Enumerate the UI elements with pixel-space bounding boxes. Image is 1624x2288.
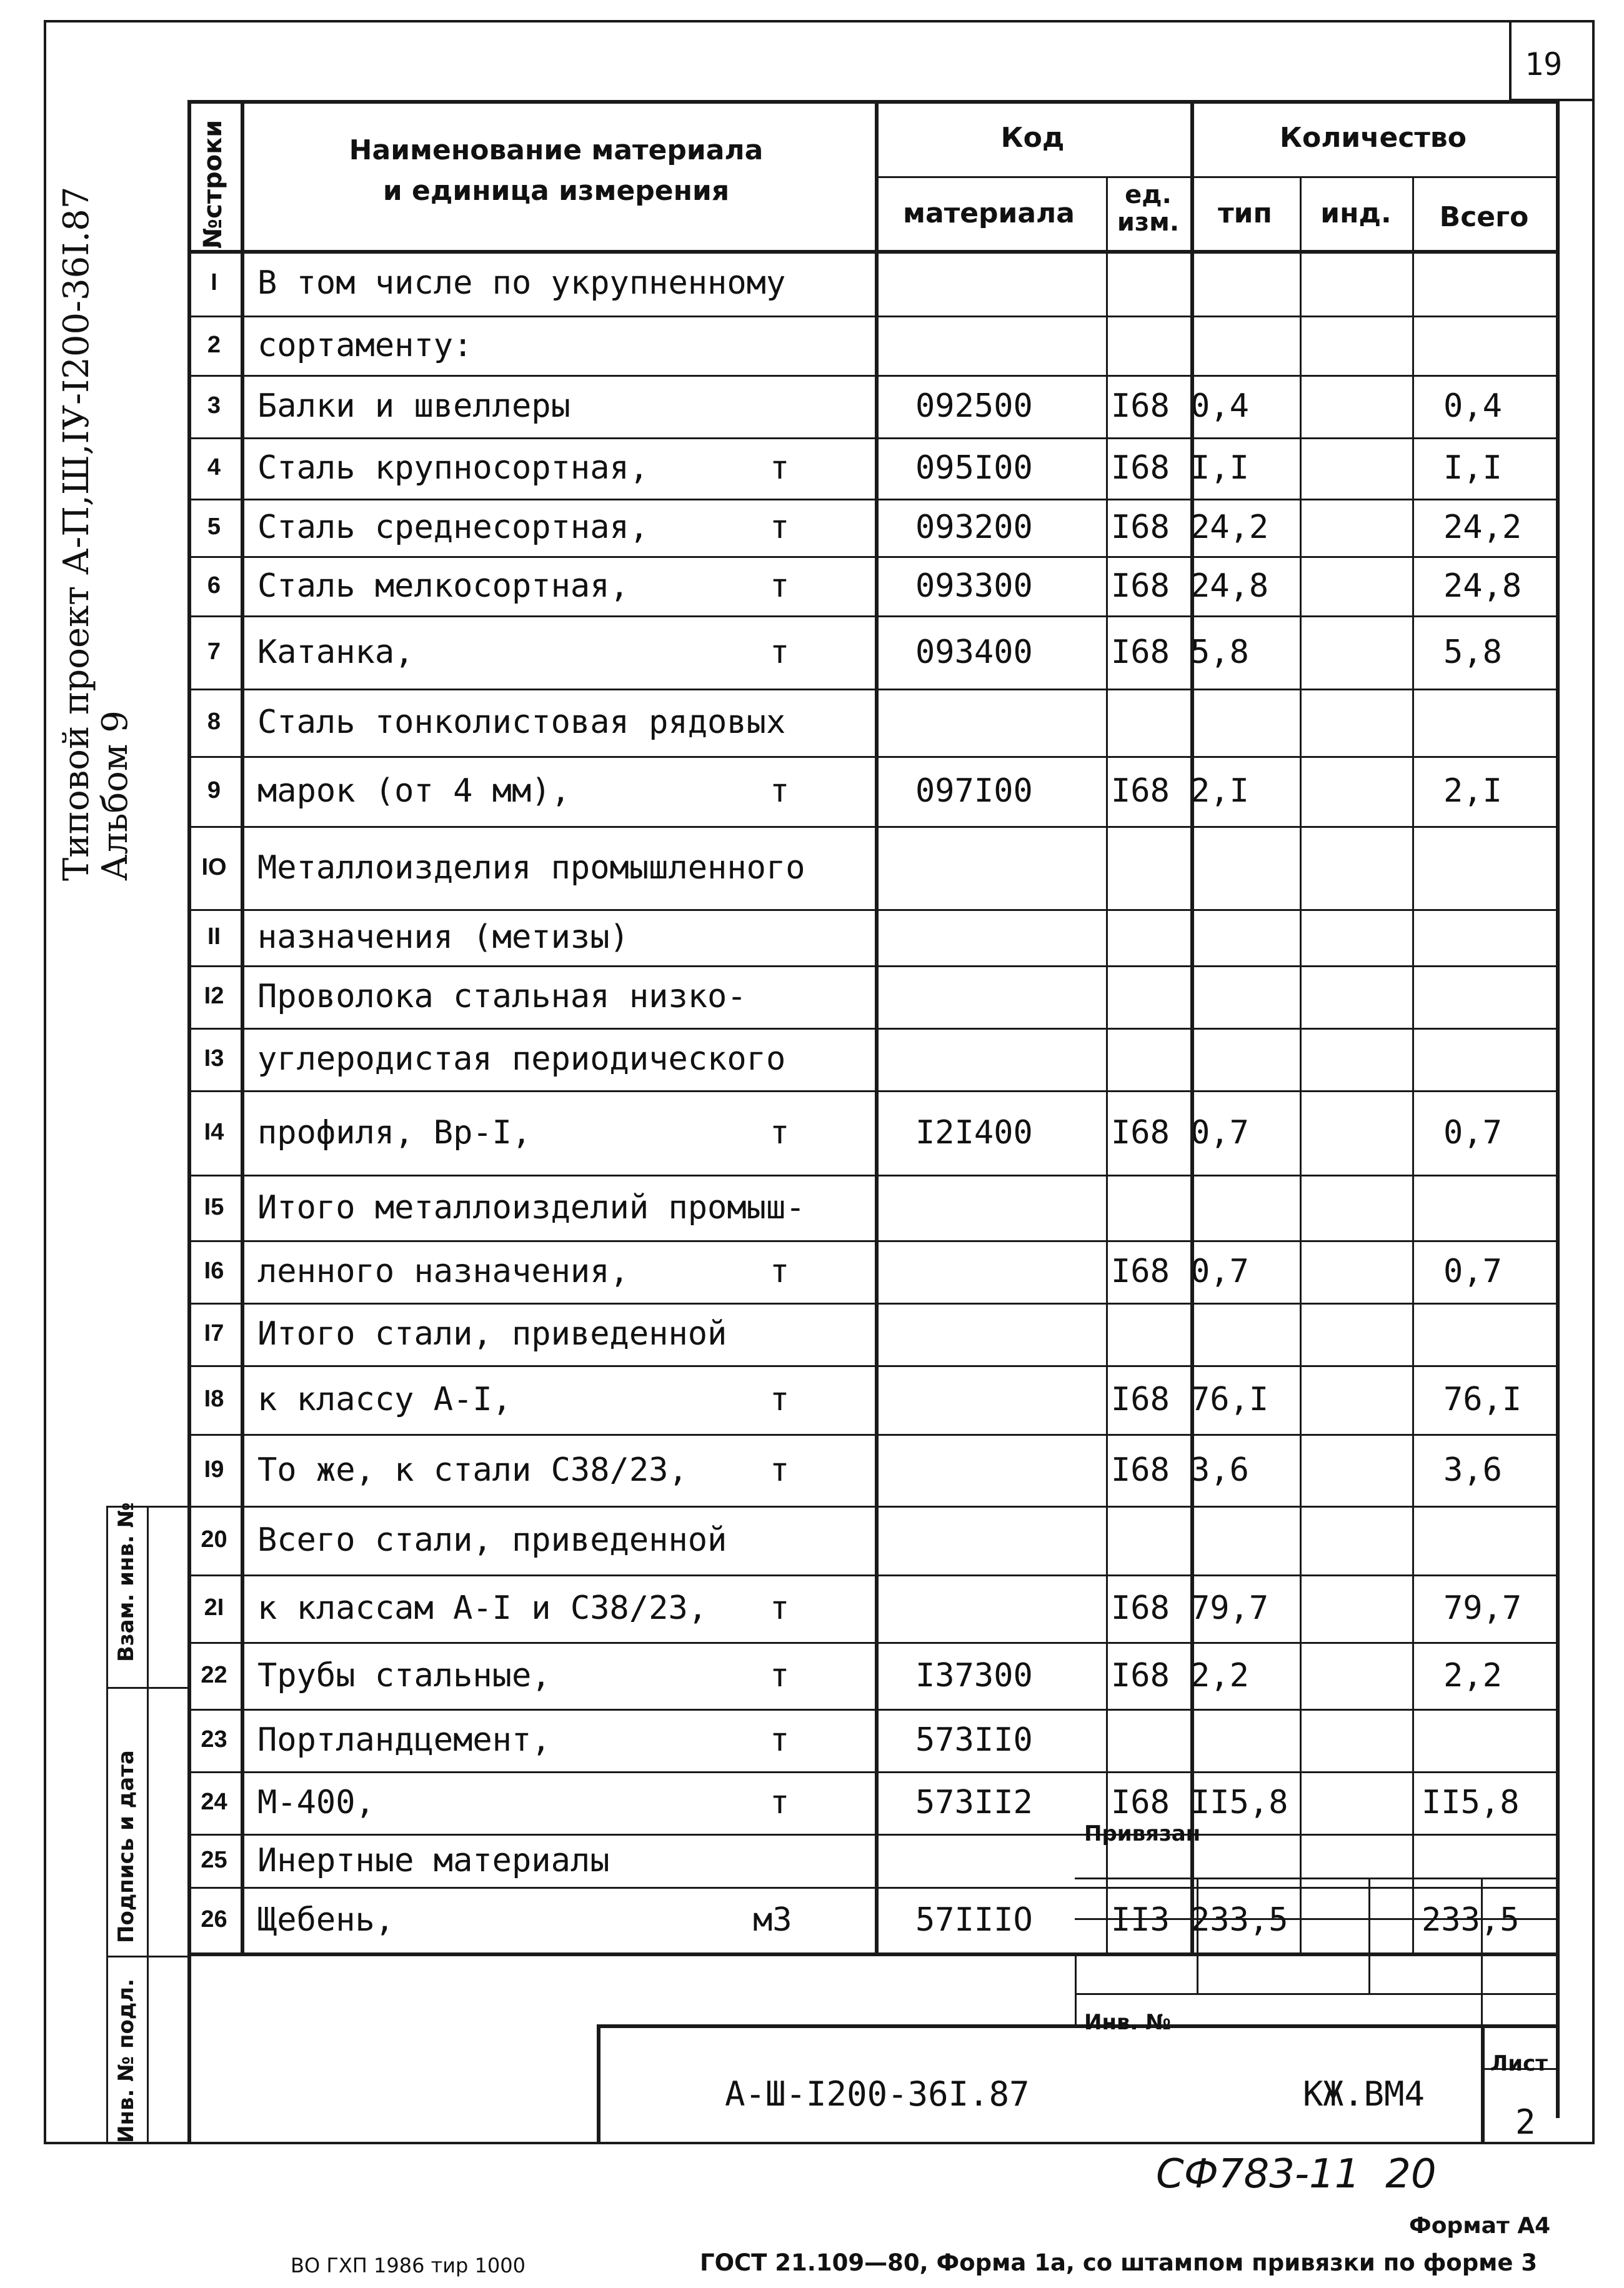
quantity-type: 0,7 — [1190, 1114, 1249, 1151]
material-name: Сталь крупносортная, — [257, 449, 649, 487]
quantity-type: 0,4 — [1190, 387, 1249, 425]
header-mid-rule — [875, 176, 1556, 178]
rowno-col-rule — [241, 100, 244, 1952]
quantity-type: II5,8 — [1190, 1784, 1288, 1821]
row-number: 25 — [201, 1847, 227, 1873]
material-code: 573II2 — [915, 1784, 1033, 1821]
row-rule — [187, 689, 1556, 690]
material-name: углеродистая периодического — [257, 1040, 786, 1078]
row-rule — [187, 756, 1556, 758]
material-code: 093200 — [915, 509, 1033, 546]
format-label: Формат А4 — [1409, 2213, 1551, 2239]
unit-code: I68 — [1111, 1589, 1170, 1627]
header-code-material: материала — [903, 197, 1075, 229]
unit-of-measure: т — [770, 1589, 790, 1627]
document-code: А-Ш-I200-36I.87 — [725, 2074, 1030, 2114]
material-name: Проволока стальная низко- — [257, 978, 747, 1015]
material-code: 57IIIO — [915, 1901, 1033, 1939]
quantity-total: 2,2 — [1443, 1657, 1502, 1694]
quantity-type: 5,8 — [1190, 634, 1249, 671]
unit-of-measure: т — [770, 634, 790, 671]
row-rule — [187, 437, 1556, 439]
row-rule — [187, 1771, 1556, 1773]
title-block-top — [597, 2024, 1556, 2028]
row-rule — [187, 1574, 1556, 1576]
material-code: I37300 — [915, 1657, 1033, 1694]
material-name: В том числе по укрупненному — [257, 264, 786, 302]
unit-code: I68 — [1111, 1784, 1170, 1821]
header-code-unit: ед. изм. — [1117, 181, 1180, 237]
header-q-ind: инд. — [1320, 197, 1392, 229]
q-ind-col-rule — [1300, 176, 1302, 1952]
row-number: I2 — [204, 983, 224, 1009]
quantity-total: 24,2 — [1443, 509, 1522, 546]
header-name — [241, 134, 872, 207]
material-name: Сталь тонколистовая рядовых — [257, 704, 786, 741]
row-rule — [187, 965, 1556, 967]
privyazan-label: Привязан — [1084, 1821, 1201, 1846]
document-mark: КЖ.ВМ4 — [1303, 2074, 1425, 2114]
row-number: I — [211, 269, 217, 296]
material-code: 092500 — [915, 387, 1033, 425]
quantity-total: 0,4 — [1443, 387, 1502, 425]
unit-code: I68 — [1111, 1381, 1170, 1418]
row-number: 23 — [201, 1726, 227, 1753]
row-rule — [187, 316, 1556, 317]
stamp-label-replaced-inv: Взам. инв. № — [114, 1502, 139, 1662]
header-name-line2: и единица измерения — [382, 175, 730, 207]
row-rule — [187, 826, 1556, 828]
header-top-rule — [187, 100, 1556, 104]
row-number: 20 — [201, 1526, 227, 1553]
privyazan-rule — [1075, 1952, 1077, 2024]
header-row-no: №строки — [199, 119, 227, 249]
unit-code: I68 — [1111, 387, 1170, 425]
quantity-type: 79,7 — [1190, 1589, 1269, 1627]
material-name: Щебень, — [257, 1901, 395, 1939]
unit-of-measure: т — [770, 1114, 790, 1151]
row-number: I6 — [204, 1258, 224, 1284]
unit-of-measure: т — [770, 509, 790, 546]
row-number: 22 — [201, 1662, 227, 1688]
material-name: назначения (метизы) — [257, 918, 629, 956]
row-number: 3 — [207, 392, 221, 419]
inv-no-label: Инв. № — [1084, 2010, 1172, 2035]
q-total-col-rule — [1412, 176, 1414, 1952]
row-number: 7 — [207, 639, 221, 665]
quantity-type: 2,2 — [1190, 1657, 1249, 1694]
header-quantity: Количество — [1280, 122, 1467, 154]
unit-code: I68 — [1111, 1451, 1170, 1489]
unit-of-measure: т — [770, 449, 790, 487]
row-number: 8 — [207, 709, 221, 735]
quantity-type: 3,6 — [1190, 1451, 1249, 1489]
header-q-total: Всего — [1439, 201, 1529, 233]
quantity-total: 76,I — [1443, 1381, 1522, 1418]
unit-code: I68 — [1111, 567, 1170, 605]
row-rule — [187, 1175, 1556, 1176]
unit-of-measure: т — [770, 1253, 790, 1290]
privyazan-rule — [1075, 1952, 1556, 1954]
quantity-type: I,I — [1190, 449, 1249, 487]
quantity-total: 2,I — [1443, 772, 1502, 810]
header-code: Код — [1000, 122, 1065, 154]
quantity-type: 2,I — [1190, 772, 1249, 810]
material-code: I2I400 — [915, 1114, 1033, 1151]
material-name: профиля, Вр-I, — [257, 1114, 532, 1151]
side-title-line2: Альбом 9 — [95, 710, 136, 881]
quantity-total: 24,8 — [1443, 567, 1522, 605]
row-rule — [187, 1365, 1556, 1367]
row-number: 4 — [207, 454, 221, 480]
table-right-rule — [1556, 100, 1560, 2118]
row-rule — [187, 1709, 1556, 1711]
quantity-total: 0,7 — [1443, 1253, 1502, 1290]
row-rule — [187, 375, 1556, 377]
material-name: Сталь мелкосортная, — [257, 567, 629, 605]
unit-of-measure: т — [770, 772, 790, 810]
quantity-total: 79,7 — [1443, 1589, 1522, 1627]
row-rule — [187, 1642, 1556, 1644]
row-number: 24 — [201, 1789, 227, 1815]
material-name: Портландцемент, — [257, 1721, 551, 1759]
row-rule — [187, 909, 1556, 911]
material-name: ленного назначения, — [257, 1253, 629, 1290]
code-unit-col-rule — [1106, 176, 1108, 1952]
row-number: I7 — [204, 1320, 224, 1346]
row-number: I8 — [204, 1386, 224, 1412]
sheet-number: 19 — [1525, 46, 1563, 82]
unit-code: II3 — [1111, 1901, 1170, 1939]
unit-of-measure: м3 — [753, 1901, 792, 1939]
stamp-label-orig-inv: Инв. № подл. — [114, 1978, 139, 2143]
unit-code: I68 — [1111, 1657, 1170, 1694]
privyazan-rule — [1075, 1993, 1556, 1995]
quantity-total: 5,8 — [1443, 634, 1502, 671]
row-rule — [187, 1434, 1556, 1436]
unit-code: I68 — [1111, 634, 1170, 671]
row-rule — [187, 1303, 1556, 1305]
material-name: марок (от 4 мм), — [257, 772, 570, 810]
row-rule — [187, 1834, 1556, 1836]
material-name: Итого стали, приведенной — [257, 1315, 727, 1353]
quantity-type: 24,8 — [1190, 567, 1269, 605]
header-q-type: тип — [1218, 197, 1272, 229]
unit-code: I68 — [1111, 449, 1170, 487]
row-number: 6 — [207, 572, 221, 599]
row-number: 2I — [204, 1594, 224, 1621]
side-title-line1: Типовой проект А-П,Ш,IУ-I200-36I.87 — [56, 186, 97, 881]
privyazan-rule — [1481, 1878, 1483, 2024]
material-name: Сталь среднесортная, — [257, 509, 649, 546]
quantity-total: 0,7 — [1443, 1114, 1502, 1151]
row-number: I9 — [204, 1456, 224, 1483]
material-name: Балки и швеллеры — [257, 387, 570, 425]
unit-of-measure: т — [770, 1657, 790, 1694]
unit-of-measure: т — [770, 1451, 790, 1489]
name-col-rule — [875, 100, 879, 1952]
quantity-total: 3,6 — [1443, 1451, 1502, 1489]
quantity-total: I,I — [1443, 449, 1502, 487]
row-rule — [187, 1090, 1556, 1092]
privyazan-rule — [1368, 1878, 1370, 1993]
row-rule — [187, 1887, 1556, 1889]
unit-code: I68 — [1111, 772, 1170, 810]
material-name: Итого металлоизделий промыш- — [257, 1189, 805, 1226]
quantity-total: 233,5 — [1422, 1901, 1520, 1939]
material-code: 095I00 — [915, 449, 1033, 487]
unit-code: I68 — [1111, 1253, 1170, 1290]
list-value: 2 — [1515, 2102, 1536, 2142]
left-stamp-rule — [147, 1506, 149, 2144]
quantity-total: II5,8 — [1422, 1784, 1520, 1821]
row-number: 26 — [201, 1906, 227, 1932]
privyazan-rule — [1075, 1878, 1556, 1879]
header-name-line1: Наименование материала — [349, 134, 764, 166]
quantity-type: 76,I — [1190, 1381, 1269, 1418]
quantity-type: 233,5 — [1190, 1901, 1288, 1939]
material-name: Всего стали, приведенной — [257, 1521, 727, 1559]
material-code: 093300 — [915, 567, 1033, 605]
row-number: I3 — [204, 1045, 224, 1072]
unit-of-measure: т — [770, 567, 790, 605]
material-name: к классу А-I, — [257, 1381, 512, 1418]
unit-code: I68 — [1111, 509, 1170, 546]
footer-right: ГОСТ 21.109—80, Форма 1а, со штампом привязки по форме 3 — [700, 2249, 1538, 2276]
row-number: II — [207, 923, 221, 950]
list-label: Лист — [1490, 2051, 1548, 2076]
row-number: 9 — [207, 777, 221, 803]
side-title — [57, 187, 135, 881]
unit-code: I68 — [1111, 1114, 1170, 1151]
material-name: Трубы стальные, — [257, 1657, 551, 1694]
handwritten-number: СФ783-11 20 — [1156, 2151, 1437, 2197]
material-name: То же, к стали С38/23, — [257, 1451, 688, 1489]
material-name: сортаменту: — [257, 327, 473, 364]
material-name: Металлоизделия промышленного — [257, 849, 805, 887]
row-number: I4 — [204, 1119, 224, 1145]
row-rule — [187, 615, 1556, 617]
title-block-left — [597, 2024, 600, 2144]
unit-of-measure: т — [770, 1381, 790, 1418]
quantity-type: 0,7 — [1190, 1253, 1249, 1290]
material-name: М-400, — [257, 1784, 375, 1821]
row-number: I5 — [204, 1194, 224, 1220]
list-box-left — [1481, 2024, 1485, 2144]
footer-left: ВО ГХП 1986 тир 1000 — [291, 2254, 526, 2277]
row-rule — [187, 1240, 1556, 1242]
material-code: 097I00 — [915, 772, 1033, 810]
left-stamp-rule — [106, 1506, 108, 2144]
row-rule — [187, 1506, 1556, 1508]
row-rule — [187, 499, 1556, 500]
material-code: 573II0 — [915, 1721, 1033, 1759]
unit-of-measure: т — [770, 1784, 790, 1821]
row-number: 2 — [207, 332, 221, 358]
row-rule — [187, 556, 1556, 558]
row-rule — [187, 1028, 1556, 1030]
row-number: IO — [201, 854, 227, 880]
material-name: Катанка, — [257, 634, 414, 671]
unit-of-measure: т — [770, 1721, 790, 1759]
material-code: 093400 — [915, 634, 1033, 671]
material-name: Инертные материалы — [257, 1842, 610, 1879]
header-bottom-rule — [187, 250, 1556, 254]
row-number: 5 — [207, 514, 221, 540]
quantity-type: 24,2 — [1190, 509, 1269, 546]
stamp-label-signature-date: Подпись и дата — [114, 1750, 139, 1943]
material-name: к классам А-I и С38/23, — [257, 1589, 708, 1627]
